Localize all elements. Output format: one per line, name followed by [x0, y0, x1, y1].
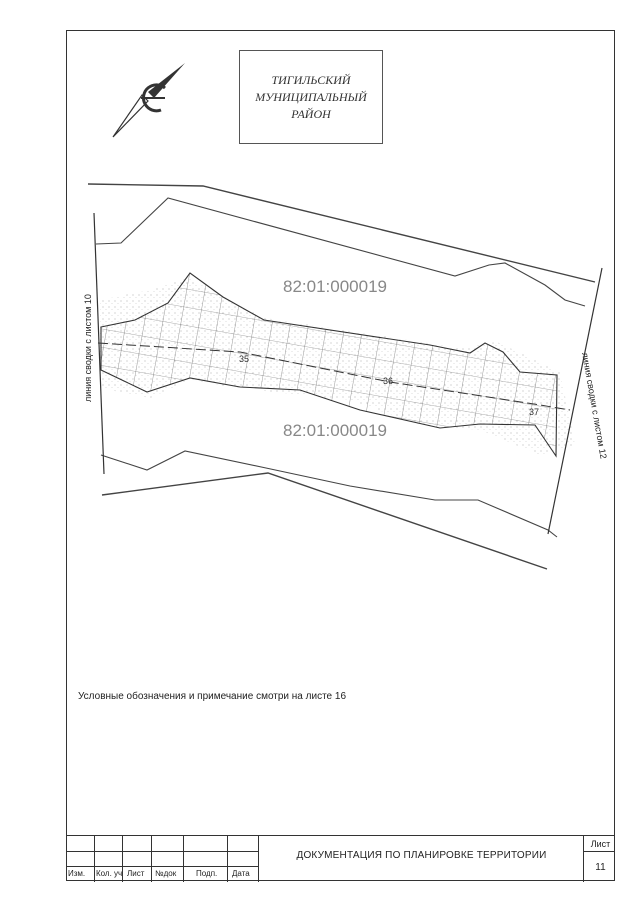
legend-note: Условные обозначения и примечание смотри на листе 16 [78, 691, 347, 702]
match-line-left-label: линия сводки с листом 10 [83, 294, 93, 402]
sheet-label: Лист [590, 839, 611, 849]
stamp-header-kol-uch: Кол. уч [96, 869, 123, 878]
region-title-line-2: МУНИЦИПАЛЬНЫЙ [255, 89, 367, 104]
boundary-line-top [88, 184, 595, 282]
title-block [66, 835, 615, 881]
cadastral-number-bottom: 82:01:000019 [283, 421, 387, 440]
stamp-header-podp: Подп. [196, 869, 218, 878]
boundary-line-bottom [102, 473, 547, 569]
match-line-right-label: линия сводки с листом 12 [580, 351, 609, 460]
point-label-36: 36 [383, 376, 394, 386]
cadastral-number-top: 82:01:000019 [283, 277, 387, 296]
stamp-header-list: Лист [127, 869, 145, 878]
point-label-35: 35 [239, 354, 250, 364]
document-title: ДОКУМЕНТАЦИЯ ПО ПЛАНИРОВКЕ ТЕРРИТОРИИ [296, 850, 547, 861]
stamp-header-ndok: №док [155, 869, 177, 878]
sheet-number: 11 [595, 862, 606, 873]
stamp-header-izm: Изм. [68, 869, 86, 878]
region-title-line-1: ТИГИЛЬСКИЙ [271, 72, 351, 87]
north-arrow-icon [113, 63, 185, 137]
point-label-37: 37 [529, 407, 540, 417]
region-title-line-3: РАЙОН [291, 106, 331, 121]
stamp-header-data: Дата [232, 869, 250, 878]
